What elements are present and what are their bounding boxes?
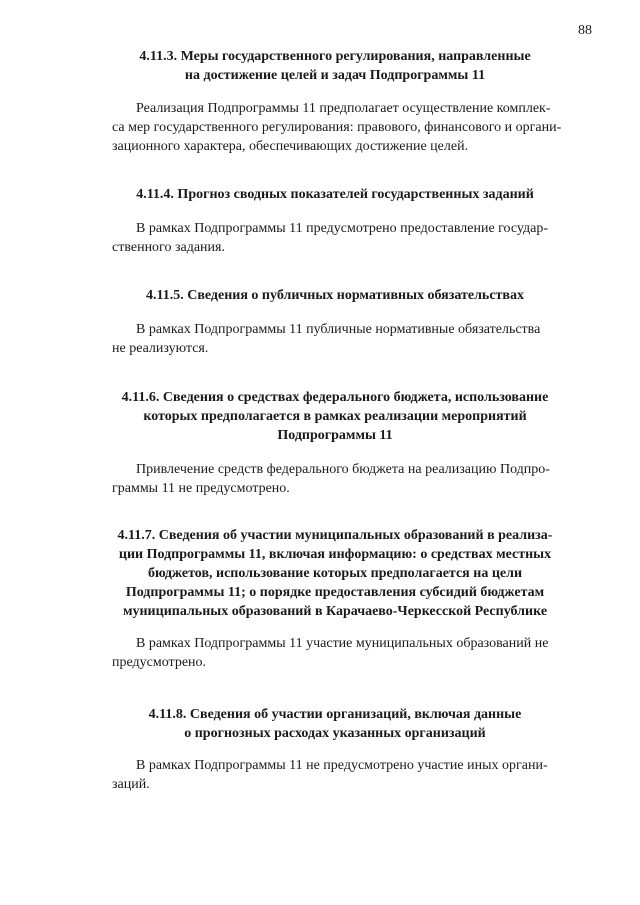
section-body-4-11-8	[112, 756, 590, 794]
body-line: В рамках Подпрограммы 11 не предусмотрено участие иных органи-	[136, 758, 548, 773]
heading-line: Подпрограммы 11	[277, 428, 393, 443]
section-body-4-11-3	[112, 99, 590, 156]
body-line: В рамках Подпрограммы 11 предусмотрено предоставление государ-	[136, 221, 549, 236]
body-line: предусмотрено.	[112, 655, 207, 670]
heading-line: 4.11.8. Сведения об участии организаций, включая данные	[148, 707, 522, 722]
section-heading-4-11-4	[90, 185, 580, 204]
heading-line: ции Подпрограммы 11, включая информацию: о средствах местных	[118, 547, 552, 562]
section-heading-4-11-8	[90, 705, 580, 743]
section-heading-4-11-5	[90, 286, 580, 305]
section-body-4-11-6	[112, 460, 590, 498]
heading-line: 4.11.3. Меры государственного регулирования, направленные	[139, 49, 531, 64]
section-body-4-11-4	[112, 219, 590, 257]
heading-line: о прогнозных расходах указанных организаций	[184, 726, 486, 741]
body-line: заций.	[112, 777, 150, 792]
section-heading-4-11-7	[90, 526, 580, 621]
body-line: Привлечение средств федерального бюджета на реализацию Подпро-	[136, 462, 550, 477]
body-line: граммы 11 не предусмотрено.	[112, 481, 290, 496]
heading-line: муниципальных образований в Карачаево-Черкесской Республике	[122, 604, 548, 619]
body-line: не реализуются.	[112, 341, 209, 356]
section-heading-4-11-6	[90, 388, 580, 445]
body-line: зационного характера, обеспечивающих достижение целей.	[112, 139, 469, 154]
heading-line: которых предполагается в рамках реализации мероприятий	[143, 409, 527, 424]
section-body-4-11-7	[112, 634, 590, 672]
body-line: В рамках Подпрограммы 11 участие муниципальных образований не	[136, 636, 549, 651]
body-line: ственного задания.	[112, 240, 225, 255]
section-body-4-11-5	[112, 320, 590, 358]
heading-line: 4.11.7. Сведения об участии муниципальных образований в реализа-	[117, 528, 553, 543]
heading-line: 4.11.4. Прогноз сводных показателей государственных заданий	[136, 187, 534, 202]
body-line: са мер государственного регулирования: правового, финансового и органи-	[112, 120, 562, 135]
page-number: 88	[578, 23, 592, 38]
heading-line: 4.11.5. Сведения о публичных нормативных обязательствах	[146, 288, 524, 303]
heading-line: бюджетов, использование которых предполагается на цели	[147, 566, 523, 581]
body-line: Реализация Подпрограммы 11 предполагает осуществление комплек-	[136, 101, 551, 116]
section-heading-4-11-3	[90, 47, 580, 85]
heading-line: Подпрограммы 11; о порядке предоставления субсидий бюджетам	[125, 585, 545, 600]
heading-line: на достижение целей и задач Подпрограммы 11	[184, 68, 486, 83]
body-line: В рамках Подпрограммы 11 публичные нормативные обязательства	[136, 322, 541, 337]
heading-line: 4.11.6. Сведения о средствах федерального бюджета, использование	[121, 390, 549, 405]
